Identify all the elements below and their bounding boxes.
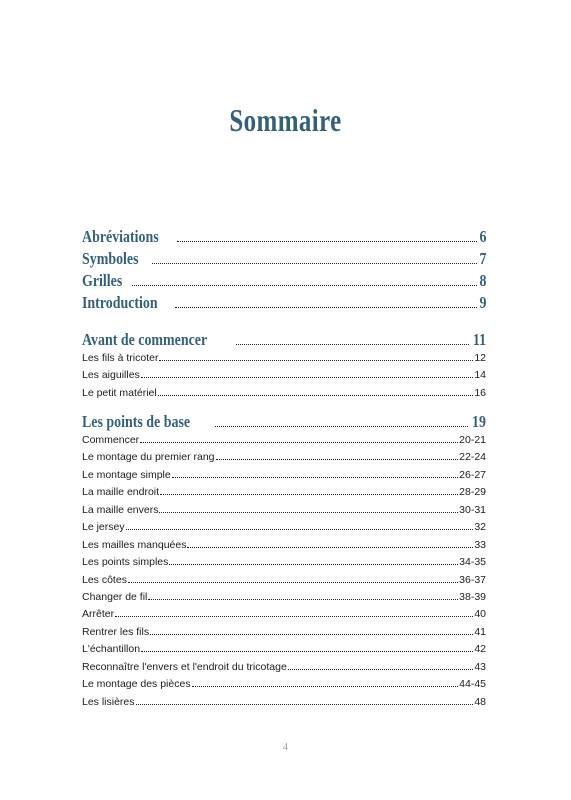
toc-entry-symbols[interactable] [82,249,486,271]
dot-leader [136,704,474,705]
toc-entry[interactable] [82,504,486,521]
dot-leader [148,599,458,600]
toc-entry-label: Grilles [82,271,123,290]
dot-leader [126,529,474,530]
toc-entry-page: 42 [474,643,486,656]
toc-entry-label: Les mailles manquées [82,538,187,551]
toc-entry-label: Commencer [82,434,140,446]
toc-intro-group [82,227,486,315]
toc-entry-page: 44-45 [459,678,486,691]
toc-entry[interactable] [82,591,486,608]
toc-entry-label: Le montage simple [82,468,171,481]
dot-leader [132,285,476,286]
toc-entry-page: 48 [474,695,486,708]
dot-leader [192,686,459,687]
toc-entry-page: 43 [474,660,486,673]
toc-entry[interactable] [82,434,486,451]
toc-entry-label: La maille endroit [82,486,160,499]
toc-section-heading[interactable] [82,330,486,352]
toc-entry-page: 9 [479,293,486,312]
toc-entry-page: 20-21 [459,434,486,446]
dot-leader [236,344,469,345]
dot-leader [152,263,477,264]
toc-entry-label: Le montage des pièces [82,678,191,691]
toc-entry-label: Le montage du premier rang [82,451,215,464]
toc-entry-label: Abréviations [82,227,159,246]
toc-entry-label: Le jersey [82,521,125,534]
toc-entry[interactable] [82,696,486,713]
toc-entry-page: 16 [474,386,486,399]
toc-entry[interactable] [82,387,486,404]
toc-entry-label: Les lisières [82,695,135,708]
toc-entry-label: Les aiguilles [82,369,140,382]
dot-leader [159,512,458,513]
dot-leader [141,651,473,652]
dot-leader [216,459,459,460]
page-number: 4 [283,742,288,753]
toc-entry-label: Les points simples [82,556,169,569]
toc-entry-page: 40 [474,608,486,621]
toc-entry-page: 12 [474,352,486,364]
toc-entry[interactable] [82,626,486,643]
toc-entry-label: Introduction [82,293,158,312]
dot-leader [150,634,473,635]
toc-entry[interactable] [82,486,486,503]
toc-entry-label: Les fils à tricoter [82,352,159,364]
toc-entry-page: 28-29 [459,486,486,499]
toc-section-avant [82,330,486,404]
toc-entry-page: 32 [474,521,486,534]
toc-entry-page: 34-35 [459,556,486,569]
toc-section-points [82,412,486,713]
dot-leader [175,307,476,308]
toc-entry-page: 30-31 [459,503,486,516]
toc-section-label: Les points de base [82,412,191,431]
toc-entry-abbreviations[interactable] [82,227,486,249]
toc-entry[interactable] [82,608,486,625]
toc-section-heading[interactable] [82,412,486,434]
toc-entry-label: Le petit matériel [82,386,157,399]
dot-leader [159,360,473,361]
toc-entry-introduction[interactable] [82,293,486,315]
toc-entry[interactable] [82,469,486,486]
toc-entry-page: 26-27 [459,468,486,481]
toc-entry-grids[interactable] [82,271,486,293]
dot-leader [141,377,474,378]
dot-leader [140,442,458,443]
toc-entry-label: Rentrer les fils [82,625,150,638]
dot-leader [215,426,468,427]
toc-entry-label: Symboles [82,249,139,268]
dot-leader [169,564,458,565]
toc-entry[interactable] [82,521,486,538]
dot-leader [187,547,473,548]
toc-entry-label: Les côtes [82,573,127,586]
toc-entry-page: 22-24 [459,451,486,464]
dot-leader [115,616,473,617]
toc-entry-label: Changer de fil [82,590,148,603]
dot-leader [288,669,474,670]
toc-section-page: 11 [472,330,486,349]
toc-entry-label: L'échantillon [82,643,141,656]
toc-section-page: 19 [472,412,486,431]
toc-entry-page: 41 [474,625,486,638]
toc-entry[interactable] [82,574,486,591]
toc-entry-page: 38-39 [459,590,486,603]
toc-entry-page: 36-37 [459,573,486,586]
dot-leader [158,395,474,396]
toc-entry-page: 14 [474,369,486,382]
toc-entry[interactable] [82,352,486,369]
toc-section-label: Avant de commencer [82,330,208,349]
dot-leader [128,582,458,583]
dot-leader [177,241,477,242]
page-title: Sommaire [229,102,342,138]
toc-entry-label: La maille envers [82,503,159,516]
toc-entry[interactable] [82,539,486,556]
toc-entry-page: 33 [474,538,486,551]
toc-entry[interactable] [82,661,486,678]
dot-leader [160,494,458,495]
toc-entry[interactable] [82,451,486,468]
toc-entry[interactable] [82,643,486,660]
toc-entry[interactable] [82,369,486,386]
toc-entry-label: Arrêter [82,608,115,621]
toc-entry[interactable] [82,556,486,573]
dot-leader [172,477,458,478]
toc-entry-label: Reconnaître l'envers et l'endroit du tricotage [82,660,287,673]
toc-entry-page: 8 [479,271,486,290]
toc-entry-page: 7 [479,249,486,268]
toc-entry[interactable] [82,678,486,695]
toc-entry-page: 6 [479,227,486,246]
